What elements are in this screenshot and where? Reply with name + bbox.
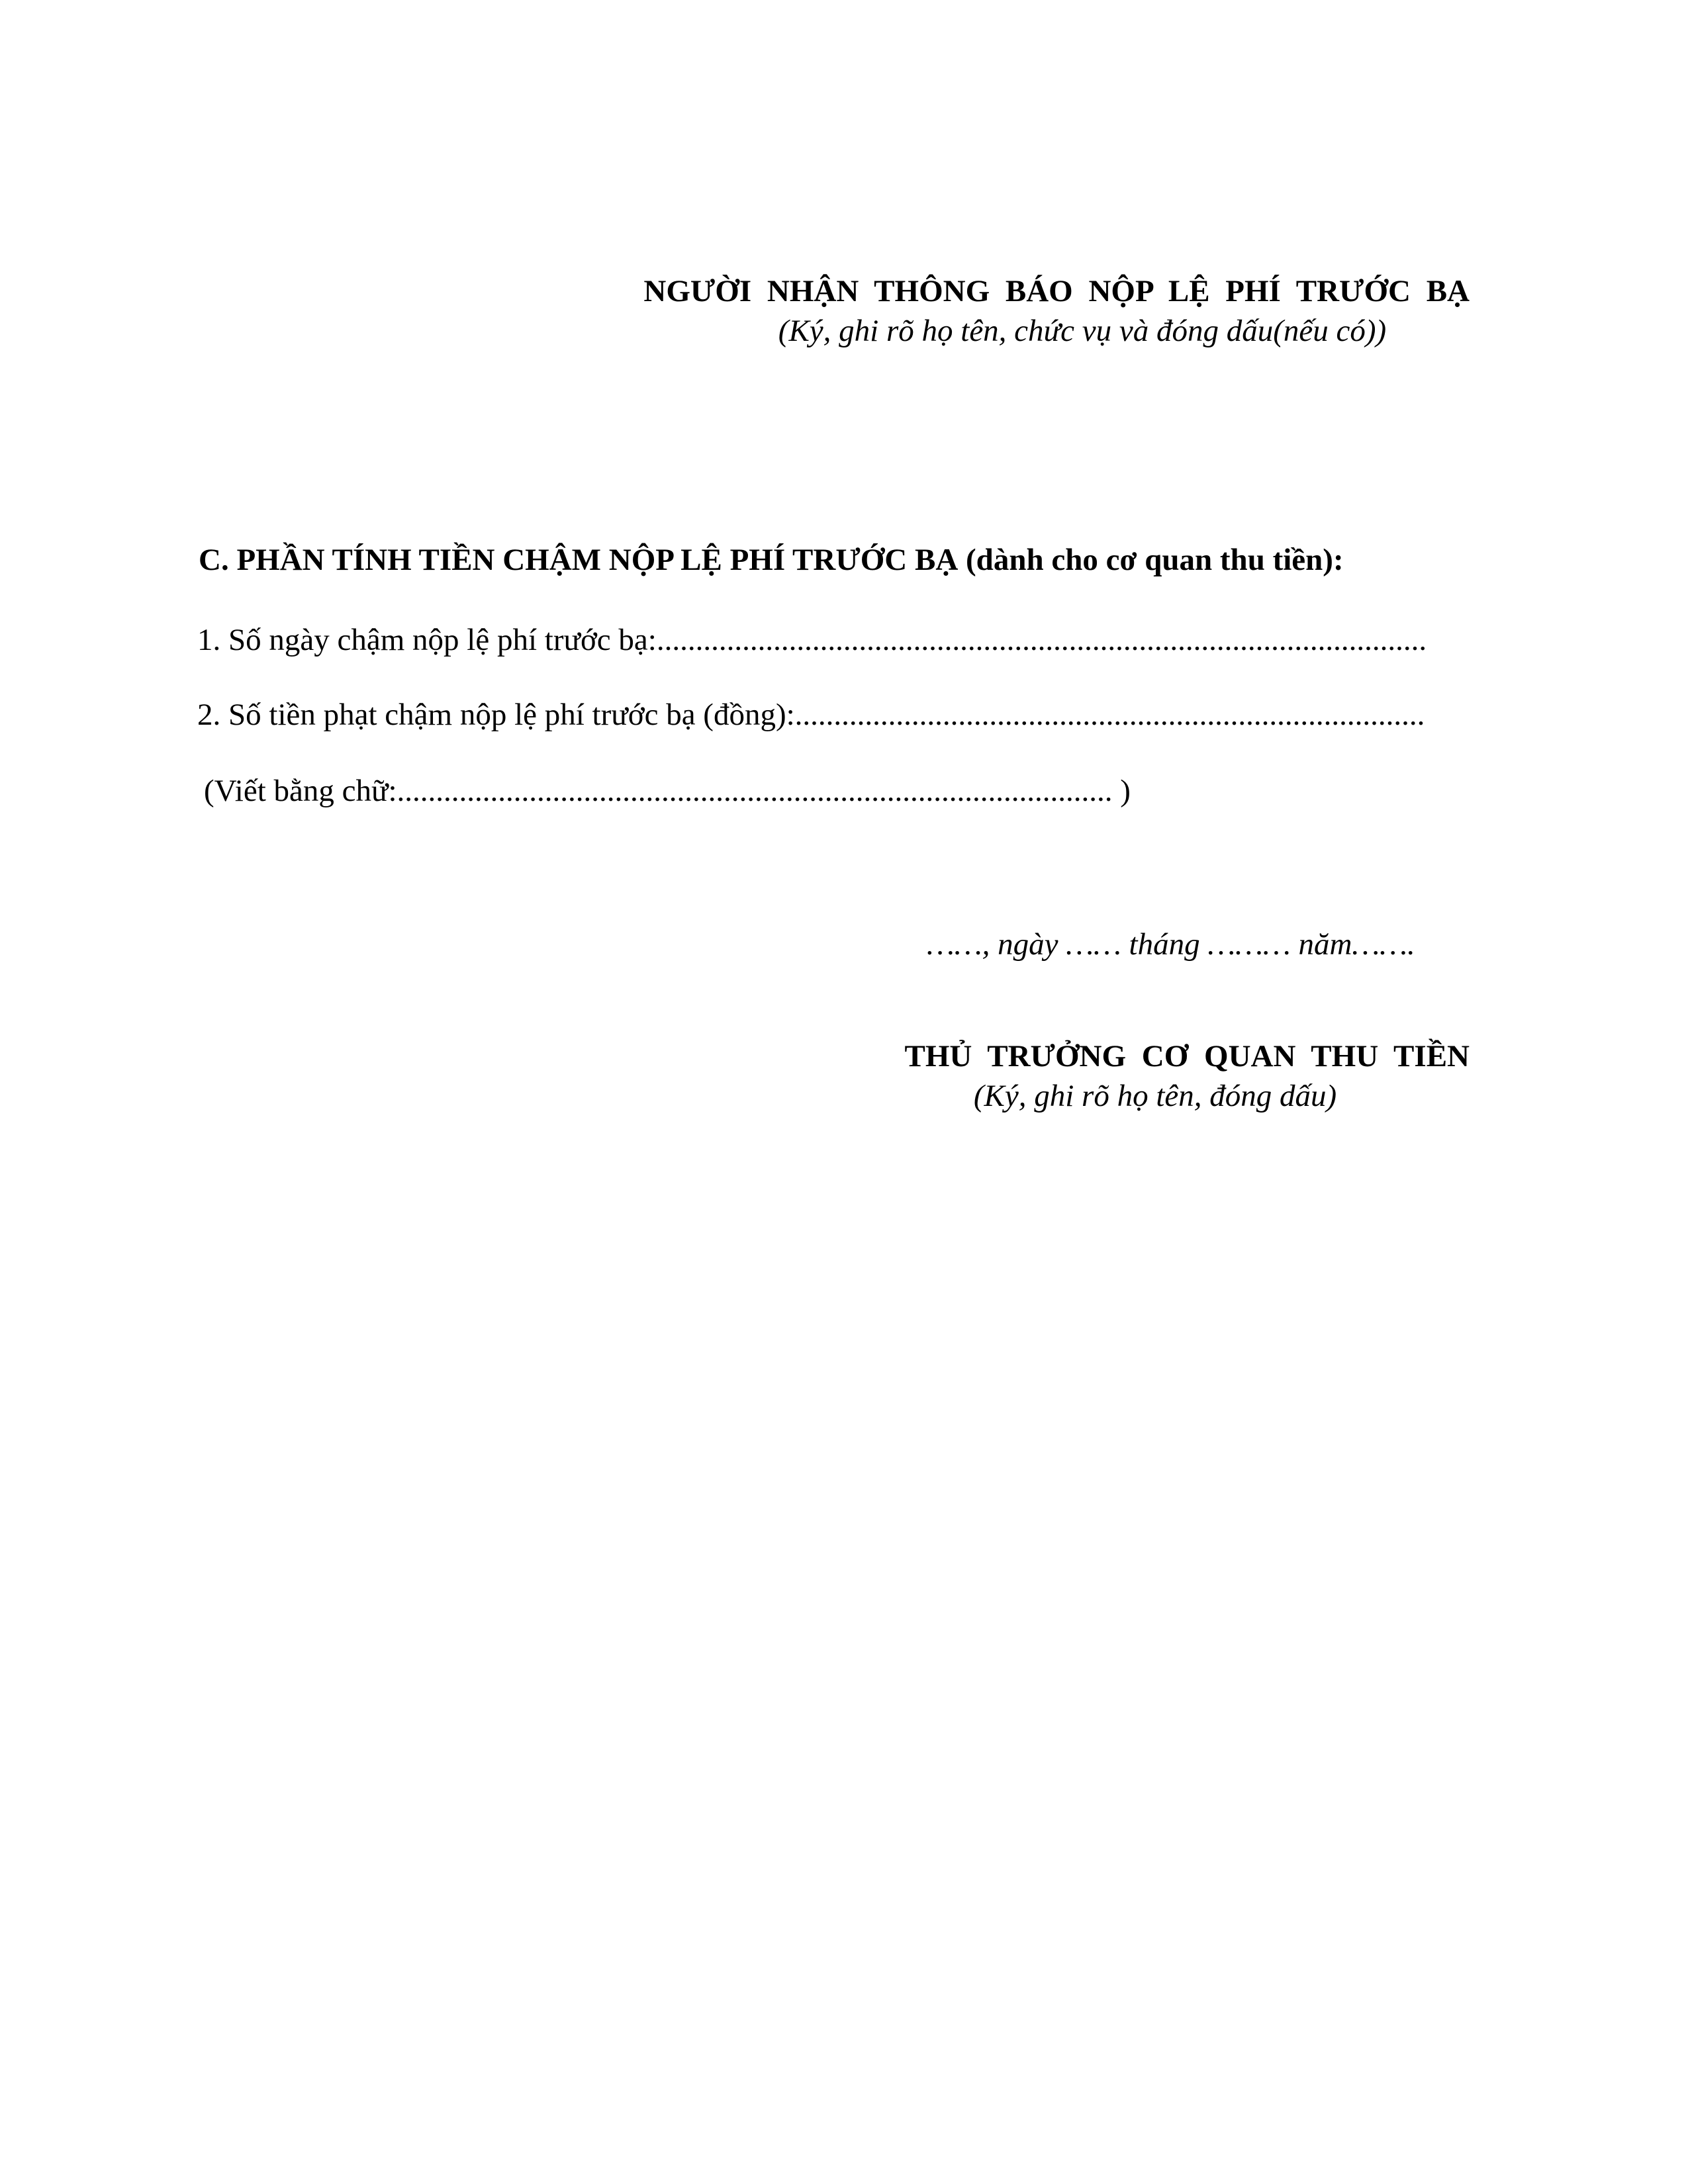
section-c-heading: C. PHẦN TÍNH TIỀN CHẬM NỘP LỆ PHÍ TRƯỚC BẠ (dành cho cơ quan thu tiền): (199, 543, 1344, 577)
late-fine-label: 2. Số tiền phạt chậm nộp lệ phí trước bạ (đồng): (197, 698, 795, 732)
late-days-field (197, 620, 1481, 660)
late-fine-dots: ................................................................................. (794, 698, 1425, 732)
amount-in-words-field (204, 771, 1223, 811)
date-line: ……, ngày …… tháng ……… năm……. (927, 927, 1415, 962)
head-signature-title: THỦ TRƯỞNG CƠ QUAN THU TIỀN (904, 1039, 1470, 1073)
late-fine-field (197, 695, 1481, 735)
late-days-dots: ................................................................................................... (656, 623, 1427, 657)
head-signature-note: (Ký, ghi rõ họ tên, đóng dấu) (973, 1079, 1337, 1113)
head-signature-block (741, 1036, 1470, 1116)
amount-in-words-label: (Viết bằng chữ: (204, 774, 397, 808)
receiver-signature-note: (Ký, ghi rõ họ tên, chức vụ và đóng dấu(nếu có)) (778, 314, 1387, 348)
amount-in-words-dots: ............................................................................................ ) (397, 774, 1131, 808)
receiver-signature-block (477, 271, 1470, 351)
late-days-label: 1. Số ngày chậm nộp lệ phí trước bạ: (197, 623, 657, 657)
receiver-signature-title: NGƯỜI NHẬN THÔNG BÁO NỘP LỆ PHÍ TRƯỚC BẠ (643, 274, 1470, 308)
